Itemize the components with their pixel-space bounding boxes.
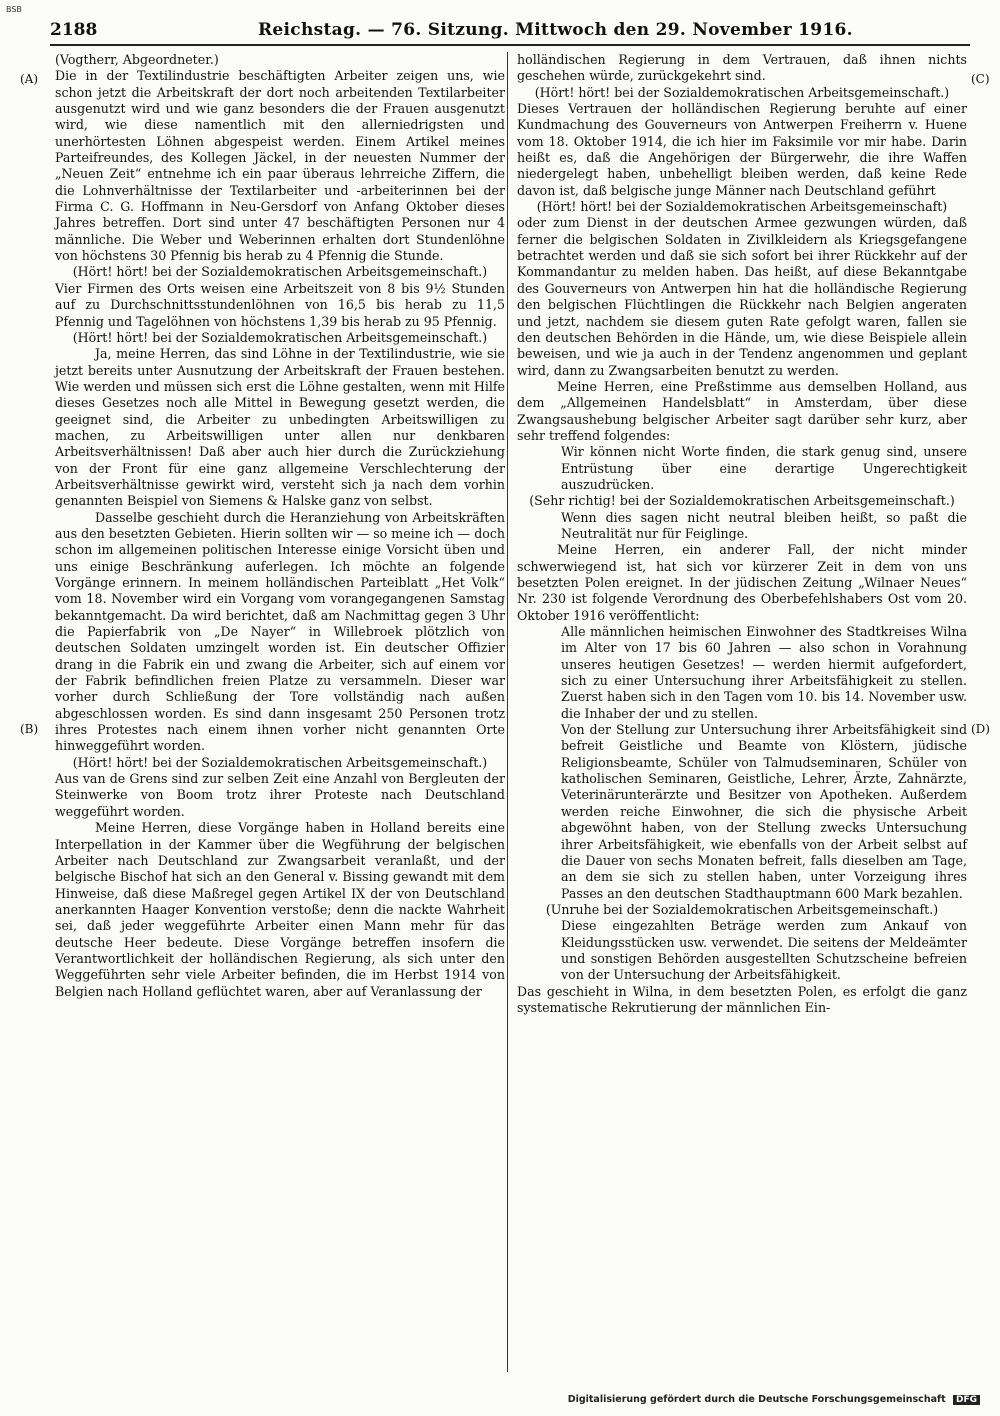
margin-mark-b: (B): [20, 722, 39, 736]
paragraph: Meine Herren, eine Preßstimme aus demselben Holland, aus dem „Allgemeinen Handelsblatt“ in Amsterdam, über diese Zwangsaushebung belgischer Arbeiter sagt darüber sehr kurz, aber sehr treffend folgendes:: [517, 378, 967, 443]
footer-text: Digitalisierung gefördert durch die Deutsche Forschungsgemeinschaft: [567, 1394, 946, 1405]
paragraph: Ja, meine Herren, das sind Löhne in der Textilindustrie, wie sie jetzt bereits unter Ausnutzung der Arbeitskraft der Frauen bestehen. Wie werden und müssen sich erst die Löhne gestalten, wenn mit Hilfe dieses Gesetzes noch alle Mittel in Bewegung gesetzt werden, die geeignet sind, die Arbeiter zu unbedingten Arbeitswilligen zu machen, zu Arbeitswilligen unter allen nur denkbaren Arbeitsverhältnissen! Daß aber auch hier durch die Zurückziehung von der Front für eine ganz allgemeine Verschlechterung der Arbeitsverhältnisse gewirkt wird, versteht sich ja nach dem vorhin genannten Beispiel von Siemens & Halske ganz von selbst.: [55, 346, 505, 509]
quotation: Diese eingezahlten Beträge werden zum Ankauf von Kleidungsstücken usw. verwendet. Die seitens der Meldeämter und sonstigen Behörden ausgestellten Schutzscheine befreien von der Untersuchung der Arbeitsfähigkeit.: [561, 918, 967, 983]
running-head: Reichstag. — 76. Sitzung. Mittwoch den 29. November 1916.: [258, 20, 853, 40]
column-divider: [507, 52, 508, 1372]
paragraph: Das geschieht in Wilna, in dem besetzten Polen, es erfolgt die ganz systematische Rekrutierung der männlichen Ein-: [517, 983, 967, 1015]
right-column: [517, 52, 967, 1016]
speaker-note: (Vogtherr, Abgeordneter.): [55, 52, 219, 67]
paragraph: Meine Herren, ein anderer Fall, der nicht minder schwerwiegend ist, hat sich vor kürzerer Zeit in dem von uns besetzten Polen ereignet. In der jüdischen Zeitung „Wilnaer Neues“ Nr. 230 ist folgende Verordnung des Oberbefehlshabers Ost vom 20. Oktober 1916 veröffentlicht:: [517, 542, 967, 623]
left-column: [55, 52, 505, 1000]
margin-mark-a: (A): [20, 72, 39, 86]
paragraph: Aus van de Grens sind zur selben Zeit eine Anzahl von Bergleuten der Steinwerke von Boom trotz ihrer Proteste nach Deutschland weggeführt worden.: [55, 771, 505, 819]
interjection: (Hört! hört! bei der Sozialdemokratischen Arbeitsgemeinschaft.): [72, 329, 488, 345]
interjection: (Hört! hört! bei der Sozialdemokratischen Arbeitsgemeinschaft.): [72, 264, 488, 280]
quotation: Von der Stellung zur Untersuchung ihrer Arbeitsfähigkeit sind befreit Geistliche und Beamte von Klöstern, jüdische Religionsbeamte, Schüler von Talmudseminaren, Schüler von katholischen Seminaren, Geistliche, Lehrer, Ärzte, Zahnärzte, Veterinärunterärzte und Besitzer von Apotheken. Außerdem werden reiche Einwohner, die sich die physische Arbeit abgewöhnt haben, von der Stellung zwecks Untersuchung ihrer Arbeitsfähigkeit, wie ebenfalls von der Arbeit selbst auf die Dauer von sechs Monaten befreit, falls dieselben am Tage, an dem sie sich zu stellen haben, unter Vorzeigung ihres Passes an den deutschen Stadthauptmann 600 Mark bezahlen.: [561, 722, 967, 901]
library-mark: BSB: [6, 5, 22, 14]
page-header: [50, 16, 970, 46]
paragraph: Die in der Textilindustrie beschäftigten Arbeiter zeigen uns, wie schon jetzt die Arbeitskraft der dort noch arbeitenden Textilarbeiter ausgenutzt wird und wie ganz besonders die der Frauen ausgenutzt wird, wie diese namentlich mit den allerniedrigsten und unerhörtesten Löhnen abgespeist werden. Einem Artikel meines Parteifreundes, des Kollegen Jäckel, in der neuesten Nummer der „Neuen Zeit“ entnehme ich ein paar überaus lehrreiche Ziffern, die die Lohnverhältnisse der Textilarbeiter und -arbeiterinnen bei der Firma C. G. Hoffmann in Neu-Gersdorf von Anfang Oktober dieses Jahres betreffen. Dort sind unter 47 beschäftigten Personen nur 4 männliche. Die Weber und Weberinnen erhalten dort Stundenlöhne von höchstens 30 Pfennig bis herab zu 4 Pfennig die Stunde.: [55, 68, 505, 264]
quotation: Wir können nicht Worte finden, die stark genug sind, unsere Entrüstung über eine derartige Ungerechtigkeit auszudrücken.: [561, 444, 967, 492]
paragraph: Dasselbe geschieht durch die Heranziehung von Arbeitskräften aus den besetzten Gebieten. Hierin sollten wir — so meine ich — doch schon im allgemeinen politischen Interesse einige Vorsicht üben und uns einige Beschränkung auferlegen. Ich möchte an folgende Vorgänge erinnern. In meinem holländischen Parteiblatt „Het Volk“ vom 18. November wird ein Vorgang vom vorangegangenen Samstag bekanntgemacht. Da wird berichtet, daß am Nachmittag gegen 3 Uhr die Papierfabrik von „De Nayer“ in Willebroek plötzlich von deutschen Soldaten umzingelt worden ist. Ein deutscher Offizier drang in die Fabrik ein und zwang die Arbeiter, sich auf einem vor der Fabrik befindlichen freien Platze zu versammeln. Dieser war vorher durch Schließung der Tore vollständig nach außen abgeschlossen worden. Es sind dann insgesamt 250 Personen trotz ihres Protestes nach einem ihnen vorher nicht genannten Orte hinweggeführt worden.: [55, 509, 505, 754]
dfg-logo: DFG: [953, 1395, 980, 1405]
digitization-credit: [568, 1394, 980, 1405]
margin-mark-d: (D): [971, 722, 990, 736]
interjection: (Sehr richtig! bei der Sozialdemokratischen Arbeitsgemeinschaft.): [529, 493, 955, 509]
paragraph: Dieses Vertrauen der holländischen Regierung beruhte auf einer Kundmachung des Gouverneurs von Antwerpen Freiherrn v. Huene vom 18. Oktober 1914, die ich hier im Faksimile vor mir habe. Darin heißt es, daß die Angehörigen der Bürgerwehr, die ihre Waffen niedergelegt haben, unbehelligt bleiben werden, daß keine Rede davon ist, daß belgische junge Männer nach Deutschland geführt: [517, 101, 967, 198]
quotation: Alle männlichen heimischen Einwohner des Stadtkreises Wilna im Alter von 17 bis 60 Jahren — also schon in Vorahnung unseres heutigen Gesetzes! — werden hiermit aufgefordert, sich zu einer Untersuchung ihrer Arbeitsfähigkeit zu stellen. Zuerst haben sich in den Tagen vom 10. bis 14. November usw. die Inhaber der und zu stellen.: [561, 624, 967, 721]
paragraph: Meine Herren, diese Vorgänge haben in Holland bereits eine Interpellation in der Kammer über die Wegführung der belgischen Arbeiter nach Deutschland zur Zwangsarbeit veranlaßt, und der belgische Bischof hat sich an den General v. Bissing gewandt mit dem Hinweise, daß diese Maßregel gegen Artikel IX der von Deutschland anerkannten Haager Konvention verstoße; denn die nackte Wahrheit sei, daß jeder weggeführte Arbeiter einen Mann mehr für das deutsche Heer bedeute. Diese Vorgänge betreffen insofern die Verantwortlichkeit der holländischen Regierung, als sich unter den Weggeführten sehr viele Arbeiter befinden, die im Herbst 1914 von Belgien nach Holland geflüchtet waren, aber auf Veranlassung der: [55, 820, 505, 999]
paragraph: Vier Firmen des Orts weisen eine Arbeitszeit von 8 bis 9½ Stunden auf zu Durchschnittsstundenlöhnen von 16,5 bis herab zu 11,5 Pfennig und Tagelöhnen von höchstens 1,39 bis herab zu 95 Pfennig.: [55, 280, 505, 329]
interjection: (Unruhe bei der Sozialdemokratischen Arbeitsgemeinschaft.): [545, 901, 939, 917]
paragraph: holländischen Regierung in dem Vertrauen, daß ihnen nichts geschehen würde, zurückgekehrt sind.: [517, 52, 967, 84]
interjection: (Hört! hört! bei der Sozialdemokratischen Arbeitsgemeinschaft.): [72, 754, 488, 770]
quotation: Wenn dies sagen nicht neutral bleiben heißt, so paßt die Neutralität nur für Feiglinge.: [561, 509, 967, 541]
page-number: 2188: [50, 20, 98, 40]
interjection: (Hört! hört! bei der Sozialdemokratischen Arbeitsgemeinschaft): [536, 199, 948, 215]
interjection: (Hört! hört! bei der Sozialdemokratischen Arbeitsgemeinschaft.): [534, 84, 950, 100]
margin-mark-c: (C): [971, 72, 990, 86]
paragraph: oder zum Dienst in der deutschen Armee gezwungen würden, daß ferner die belgischen Soldaten in Zivilkleidern als Kriegsgefangene betrachtet werden und daß sie sich sofort bei ihrer Rückkehr auf der Kommandantur zu melden haben. Das heißt, auf diese Bekanntgabe des Gouverneurs von Antwerpen hin hat die holländische Regierung den belgischen Flüchtlingen die Rückkehr nach Belgien angeraten und jetzt, nachdem sie diesem guten Rate gefolgt waren, fallen sie den deutschen Behörden in die Hände, um, wie diese Beispiele allein beweisen, und wie ja auch in der Tendenz angenommen und geplant wird, dann zu Zwangsarbeiten benutzt zu werden.: [517, 215, 967, 378]
